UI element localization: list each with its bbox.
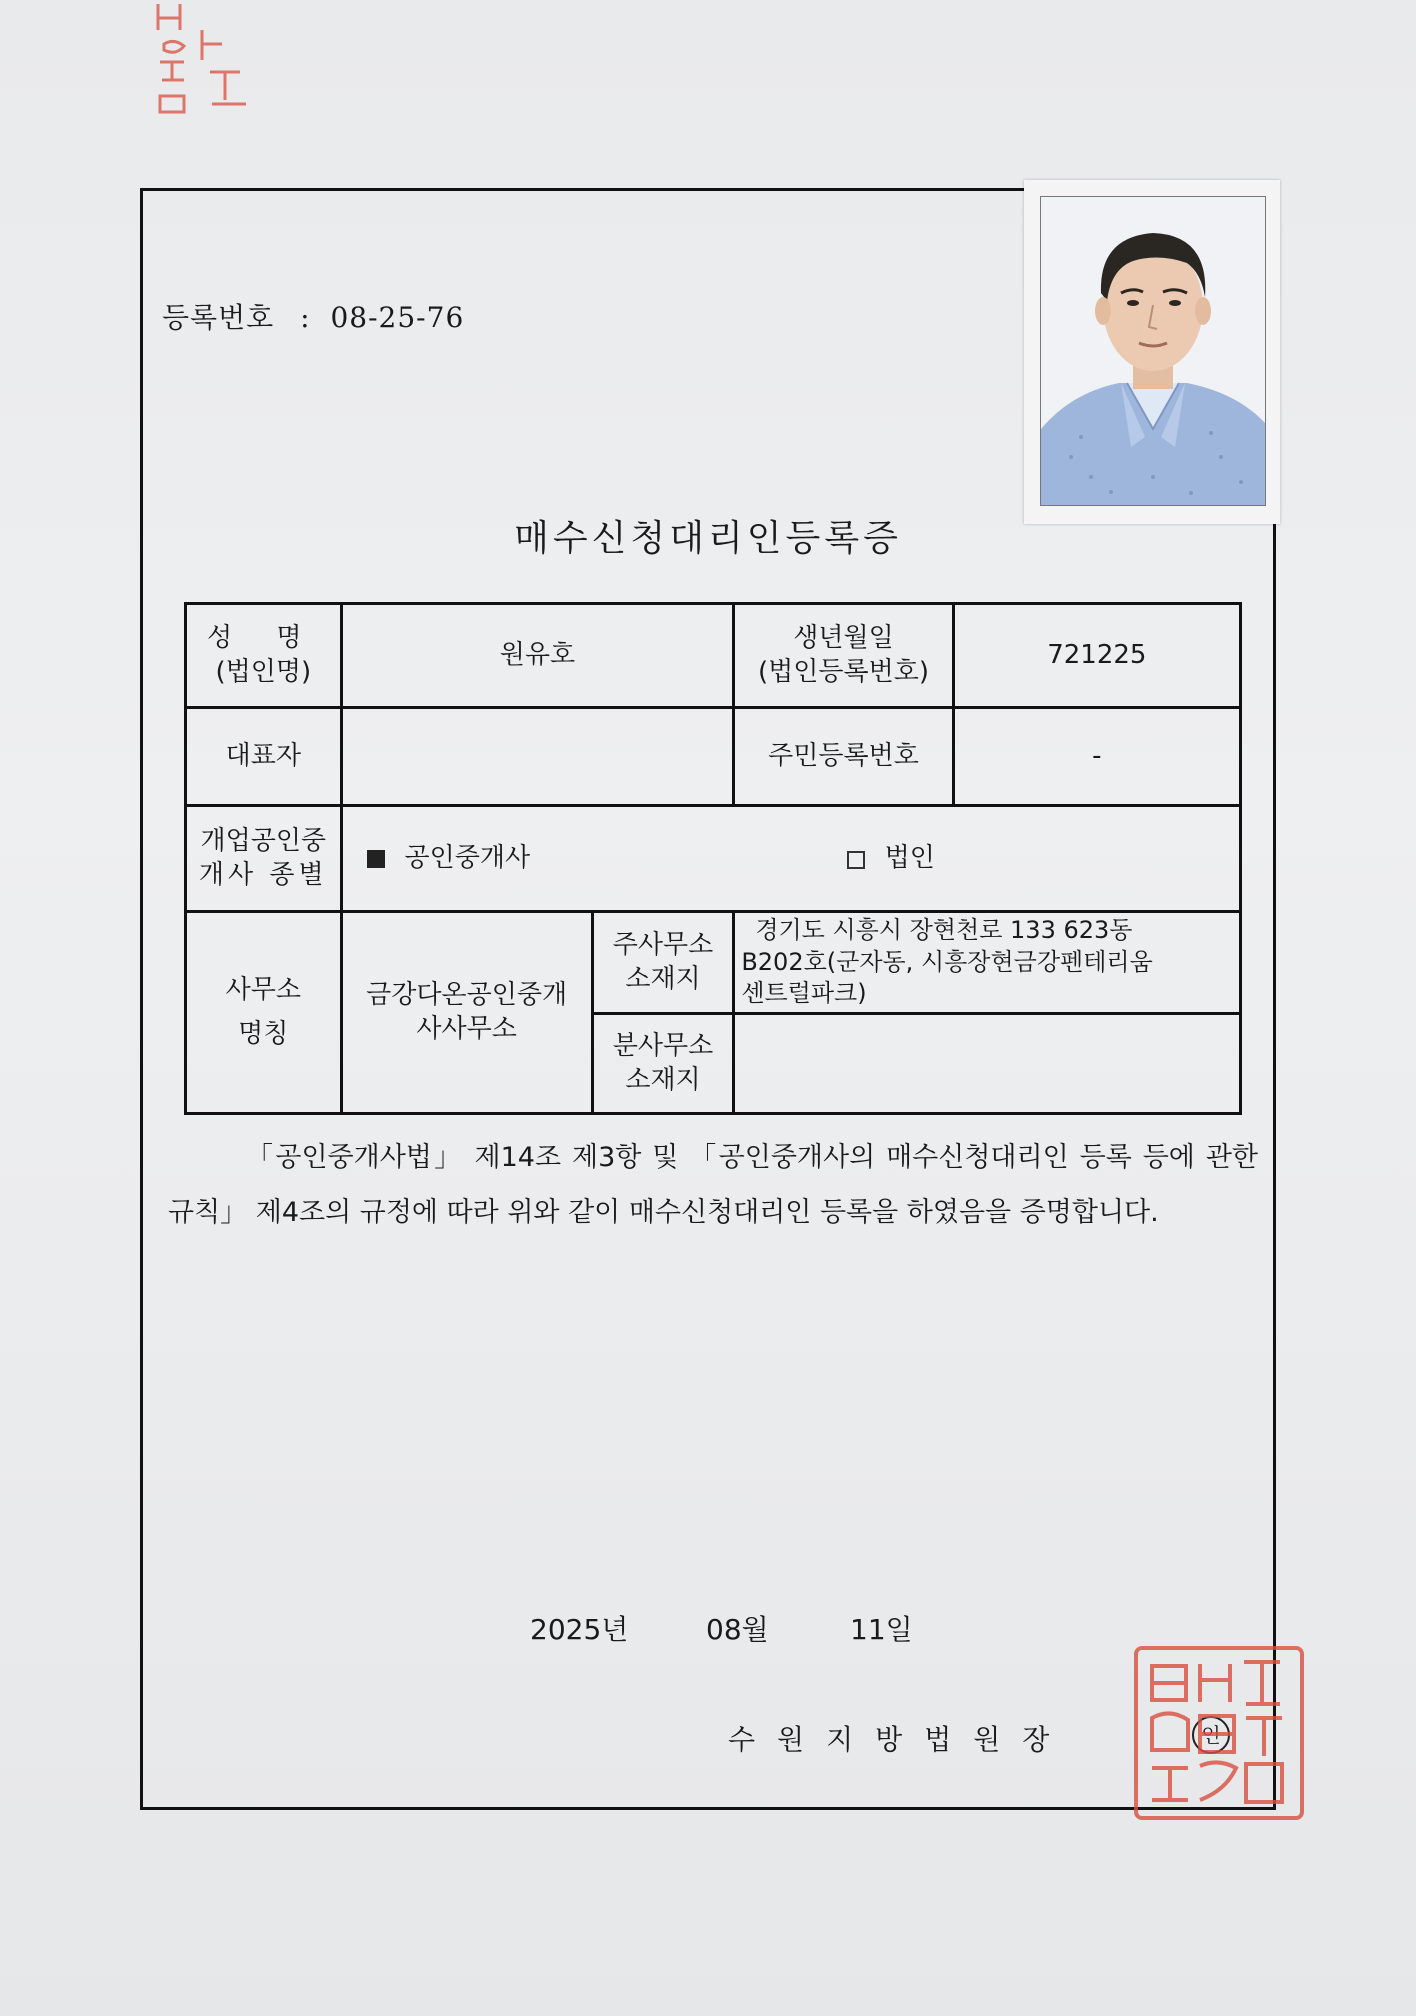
seal-mark-label: 인 xyxy=(1192,1716,1230,1754)
option-licensed-broker: 공인중개사 xyxy=(404,842,531,873)
branch-office-label: 분사무소 소재지 xyxy=(592,1014,734,1114)
registration-number: 등록번호 : 08-25-76 xyxy=(162,301,465,334)
representative-value xyxy=(341,708,734,806)
registration-info-table xyxy=(184,602,1242,1115)
option-corporation: 법인 xyxy=(884,842,935,873)
broker-type-label: 개업공인중 개사 종별 xyxy=(186,806,342,912)
resident-number-value: - xyxy=(953,708,1240,806)
representative-label: 대표자 xyxy=(186,708,342,806)
resident-number-label: 주민등록번호 xyxy=(734,708,953,806)
office-name-label: 사무소 명칭 xyxy=(186,912,342,1114)
court-seal-stamp xyxy=(1130,1640,1308,1826)
name-label: 성 명 (법인명) xyxy=(186,604,342,708)
id-photo xyxy=(1040,196,1266,506)
main-office-label: 주사무소 소재지 xyxy=(592,912,734,1014)
branch-office-address xyxy=(734,1014,1241,1114)
birth-value: 721225 xyxy=(953,604,1240,708)
certification-statement: 「공인중개사법」 제14조 제3항 및 「공인중개사의 매수신청대리인 등록 등에 관한 규칙」 제4조의 규정에 따라 위와 같이 매수신청대리인 등록을 하였음을 증명합니다. xyxy=(168,1142,1258,1228)
issuing-court: 수원지방법원장 xyxy=(728,1723,1072,1756)
issue-month: 08월 xyxy=(706,1613,769,1646)
issue-year: 2025년 xyxy=(530,1613,629,1646)
main-office-address: 경기도 시흥시 장현천로 133 623동 B202호(군자동, 시흥장현금강펜테리움 센트럴파크) xyxy=(734,912,1241,1014)
document-title: 매수신청대리인등록증 xyxy=(514,518,902,559)
checkbox-licensed-broker xyxy=(367,850,385,868)
top-seal-stamp xyxy=(150,0,258,118)
checkbox-corporation xyxy=(847,851,865,869)
id-photo-frame xyxy=(1024,180,1280,524)
broker-type-options xyxy=(341,806,1240,912)
registration-number-value: 08-25-76 xyxy=(330,301,465,334)
name-value: 원유호 xyxy=(341,604,734,708)
birth-label: 생년월일 (법인등록번호) xyxy=(734,604,953,708)
office-name-value: 금강다온공인중개 사사무소 xyxy=(341,912,592,1114)
issue-day: 11일 xyxy=(850,1613,913,1646)
